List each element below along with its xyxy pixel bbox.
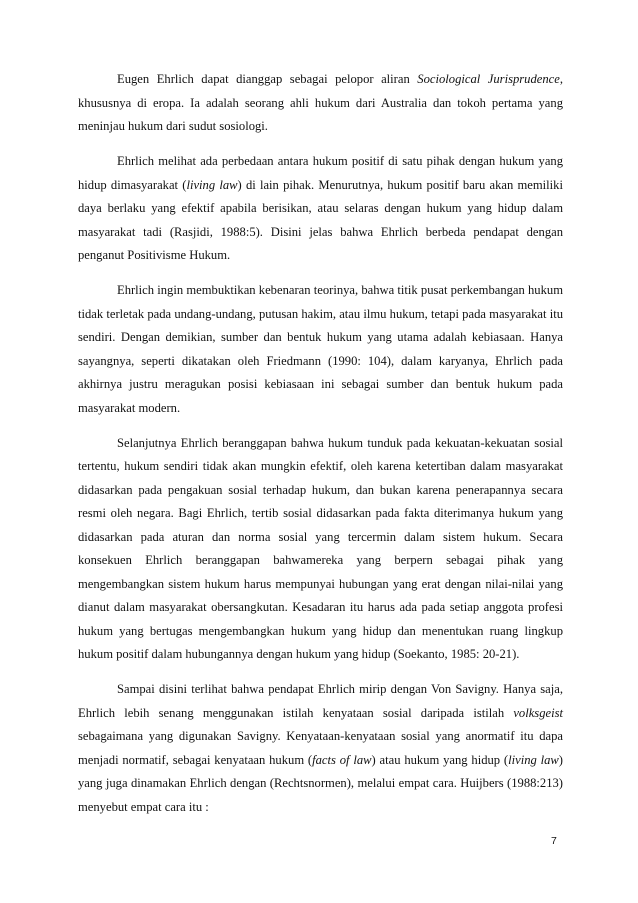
text-run: Ehrlich ingin membuktikan kebenaran teorinya, bahwa titik pusat perkembangan hukum tidak terletak pada undang-undang, putusan hakim, atau ilmu hukum, tetapi pada masyarakat itu sendiri. Dengan demikian, sumber dan bentuk hukum yang utama adalah kebiasaan. Hanya sayangnya, seperti dikatakan oleh Friedmann (1990: 104), dalam karyanya, Ehrlich pada akhirnya justru meragukan posisi kebiasaan ini sebagai sumber dan bentuk hukum pada masyarakat modern. xyxy=(78,283,563,415)
text-run: , khususnya di eropa. Ia adalah seorang ahli hukum dari Australia dan tokoh pertama yang meninjau hukum dari sudut sosiologi. xyxy=(78,72,563,133)
body-text xyxy=(78,68,563,819)
page-number: 7 xyxy=(551,835,557,847)
text-run: ) atau hukum yang hidup ( xyxy=(371,752,509,767)
text-run: ) di lain pihak. Menurutnya, hukum positif baru akan memiliki daya berlaku yang efektif apabila berisikan, atau selaras dengan hukum yang hidup dalam masyarakat tadi (Rasjidi, 1988:5). Disini jelas bahwa Ehrlich berbeda pendapat dengan penganut Positivisme Hukum. xyxy=(78,177,563,262)
text-run: Selanjutnya Ehrlich beranggapan bahwa hukum tunduk pada kekuatan-kekuatan sosial tertentu, hukum sendiri tidak akan mungkin efektif, oleh karena ketertiban dalam masyarakat didasarkan pada pengakuan sosial terhadap hukum, dan bukan karena penerapannya secara resmi oleh negara. Bagi Ehrlich, tertib sosial didasarkan pada fakta diterimanya hukum yang didasarkan pada aturan dan norma sosial yang tercermin dalam sistem hukum. Secara konsekuen Ehrlich beranggapan bahwamereka yang berpern sebagai pihak yang mengembangkan sistem hukum harus mempunyai hubungan yang erat dengan nilai-nilai yang dianut dalam masyarakat obersangkutan. Kesadaran itu harus ada pada setiap anggota profesi hukum yang bertugas mengembangkan hukum yang hidup dan menentukan ruang lingkup hukum positif dalam hubungannya dengan hukum yang hidup (Soekanto, 1985: 20-21). xyxy=(78,435,563,661)
text-run: Sampai disini terlihat bahwa pendapat Ehrlich mirip dengan Von Savigny. Hanya saja, Ehrlich lebih senang menggunakan istilah kenyataan sosial daripada istilah xyxy=(78,682,563,720)
italic-term: facts of law xyxy=(312,752,372,767)
paragraph xyxy=(78,68,563,139)
italic-term: living law xyxy=(186,177,238,192)
text-run: sebagaimana yang digunakan Savigny. Kenyataan-kenyataan sosial yang anormatif itu dapa menjadi normatif, sebagai kenyataan hukum ( xyxy=(78,729,563,767)
paragraph xyxy=(78,678,563,819)
italic-term: living law xyxy=(508,752,559,767)
text-run: Eugen Ehrlich dapat dianggap sebagai pelopor aliran xyxy=(117,72,418,86)
paragraph xyxy=(78,279,563,420)
italic-term: Sociological Jurisprudence xyxy=(417,72,560,86)
text-run: ) yang juga dinamakan Ehrlich dengan (Rechtsnormen), melalui empat cara. Huijbers (1988:213) menyebut empat cara itu : xyxy=(78,752,563,814)
text-run: Ehrlich melihat ada perbedaan antara hukum positif di satu pihak dengan hukum yang hidup dimasyarakat ( xyxy=(78,154,563,192)
italic-term: volksgeist xyxy=(513,705,563,720)
paragraph xyxy=(78,150,563,268)
paragraph xyxy=(78,432,563,667)
